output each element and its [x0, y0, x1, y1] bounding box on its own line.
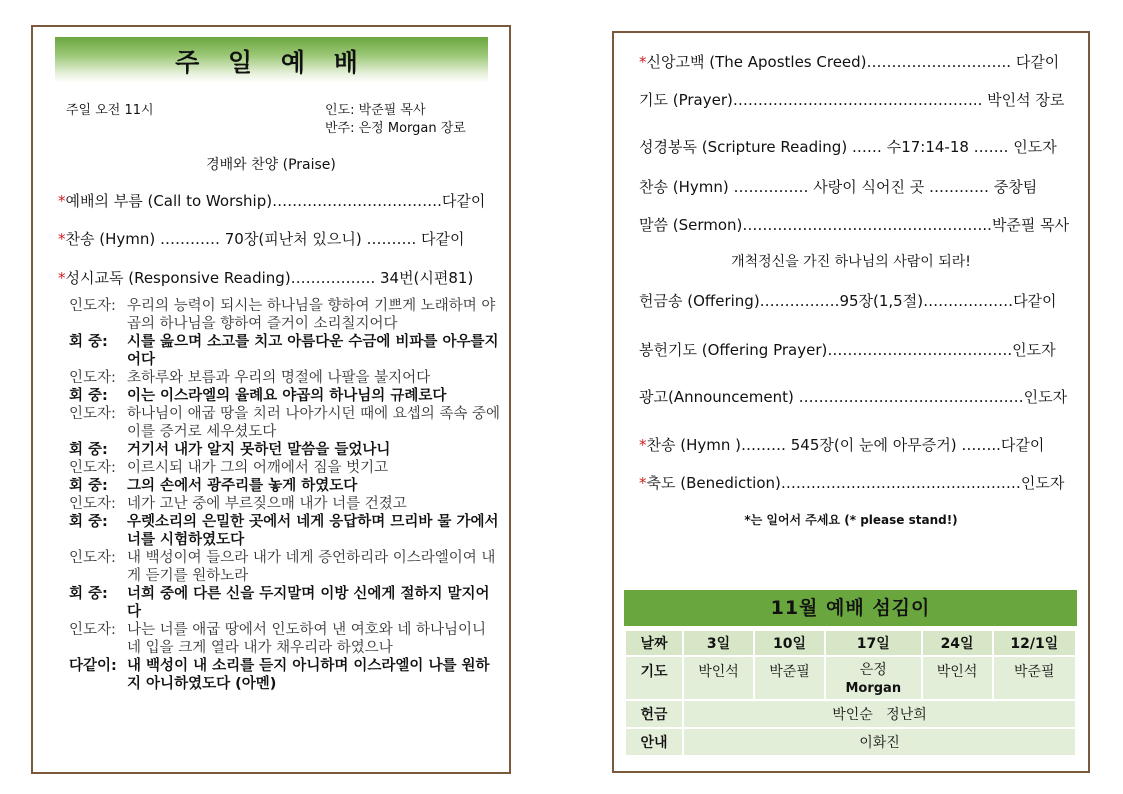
- table-cell: 은정 Morgan: [826, 657, 921, 699]
- stand-marker: *: [639, 474, 647, 492]
- benediction-item: *축도 (Benediction)…………………………………………인도자: [639, 474, 1065, 492]
- responsive-reading-text: [69, 297, 501, 693]
- praise-heading: 경배와 찬양 (Praise): [206, 157, 336, 173]
- responsive-reading-item: *성시교독 (Responsive Reading)…………….. 34번(시편81): [58, 269, 474, 287]
- title-banner: [55, 37, 488, 83]
- table-header-cell: 날짜: [626, 631, 682, 655]
- page-title: 주 일 예 배: [175, 48, 368, 77]
- service-time: 주일 오전 11시: [66, 103, 154, 118]
- service-accompanist: 반주: 은정 Morgan 장로: [325, 121, 466, 136]
- leader-line: 인도자: 초하루와 보름과 우리의 명절에 나팔을 불지어다: [69, 370, 431, 386]
- stand-marker: *: [639, 53, 647, 71]
- offering-song-item: 헌금송 (Offering)…………….95장(1,5절)………………다같이: [639, 292, 1057, 310]
- congregation-line: 회 중: 이는 이스라엘의 율례요 야곱의 하나님의 규례로다: [69, 388, 447, 404]
- table-header-cell: 17일: [826, 631, 921, 655]
- right-panel: [612, 31, 1090, 773]
- table-cell: 이화진: [684, 729, 1075, 755]
- stand-marker: *: [58, 192, 66, 210]
- stand-marker: *: [58, 269, 66, 287]
- sermon-title: 개척정신을 가진 하나님의 사람이 되라!: [731, 254, 971, 270]
- hymn-item: *찬송 (Hymn) ………… 70장(피난처 있으니) ………. 다같이: [58, 230, 465, 248]
- table-header-cell: 24일: [923, 631, 992, 655]
- table-cell: 박준필: [994, 657, 1075, 699]
- table-header-row: [626, 631, 1075, 655]
- table-row: [626, 729, 1075, 755]
- leader-line: 인도자: 내 백성이여 들으라 내가 네게 증언하리라 이스라엘이여 내게 듣기를 원하노라: [69, 550, 496, 584]
- table-header-cell: 3일: [684, 631, 753, 655]
- table-header-cell: 10일: [755, 631, 824, 655]
- table-cell: 박인순 정난희: [684, 701, 1075, 727]
- announcement-item: 광고(Announcement) ………………………………………인도자: [639, 388, 1068, 406]
- leader-line: 인도자: 네가 고난 중에 부르짖으매 내가 너를 건졌고: [69, 496, 407, 512]
- congregation-line: 회 중: 우렛소리의 은밀한 곳에서 네게 응답하며 므리바 물 가에서 너를 시험하였도다: [69, 514, 499, 548]
- leader-line: 인도자: 나는 너를 애굽 땅에서 인도하여 낸 여호와 네 하나님이니 네 입을 크게 열라 내가 채우리라 하였으나: [69, 622, 487, 656]
- congregation-line: 회 중: 시를 읊으며 소고를 치고 아름다운 수금에 비파를 아우를지어다: [69, 334, 499, 368]
- table-header-cell: 12/1일: [994, 631, 1075, 655]
- congregation-line: 회 중: 그의 손에서 광주리를 놓게 하였도다: [69, 478, 358, 494]
- row-label: 헌금: [626, 701, 682, 727]
- congregation-line: 회 중: 거기서 내가 알지 못하던 말씀을 들었나니: [69, 442, 391, 458]
- stand-note: *는 일어서 주세요 (* please stand!): [744, 513, 958, 527]
- row-label: 기도: [626, 657, 682, 699]
- service-leader: 인도: 박준필 목사: [325, 103, 426, 118]
- service-schedule-table: [624, 629, 1077, 757]
- prayer-item: 기도 (Prayer)………………………………………….. 박인석 장로: [639, 91, 1065, 109]
- all-together-line: 다같이: 내 백성이 내 소리를 듣지 아니하며 이스라엘이 나를 원하지 아니하였도다 (아멘): [69, 658, 490, 692]
- table-row: [626, 701, 1075, 727]
- apostles-creed-item: *신앙고백 (The Apostles Creed)……………………….. 다같이: [639, 53, 1060, 71]
- call-to-worship-item: *예배의 부름 (Call to Worship)…………………………….다같이: [58, 192, 486, 210]
- schedule-title: 11월 예배 섬김이: [624, 590, 1077, 626]
- leader-line: 인도자: 이르시되 내가 그의 어깨에서 짐을 벗기고: [69, 460, 389, 476]
- congregation-line: 회 중: 너희 중에 다른 신을 두지말며 이방 신에게 절하지 말지어다: [69, 586, 490, 620]
- leader-line: 인도자: 우리의 능력이 되시는 하나님을 향하여 기쁘게 노래하며 야곱의 하나님을 향하여 즐거이 소리칠지어다: [69, 298, 496, 332]
- table-cell: 박인석: [923, 657, 992, 699]
- hymn-item: 찬송 (Hymn) …………… 사랑이 식어진 곳 ………… 중창팀: [639, 178, 1038, 196]
- left-panel: [31, 25, 511, 774]
- offering-prayer-item: 봉헌기도 (Offering Prayer)……………………………….인도자: [639, 341, 1056, 359]
- scripture-reading-item: 성경봉독 (Scripture Reading) …… 수17:14-18 ……. 인도자: [639, 138, 1057, 156]
- stand-marker: *: [639, 436, 647, 454]
- stand-marker: *: [58, 230, 66, 248]
- closing-hymn-item: *찬송 (Hymn )……… 545장(이 눈에 아무증거) ……..다같이: [639, 436, 1045, 454]
- leader-line: 인도자: 하나님이 애굽 땅을 치러 나아가시던 때에 요셉의 족속 중에 이를 증거로 세우셨도다: [69, 406, 501, 440]
- table-cell: 박인석: [684, 657, 753, 699]
- table-cell: 박준필: [755, 657, 824, 699]
- row-label: 안내: [626, 729, 682, 755]
- table-row: [626, 657, 1075, 699]
- sermon-item: 말씀 (Sermon)…………………………………………..박준필 목사: [639, 216, 1070, 234]
